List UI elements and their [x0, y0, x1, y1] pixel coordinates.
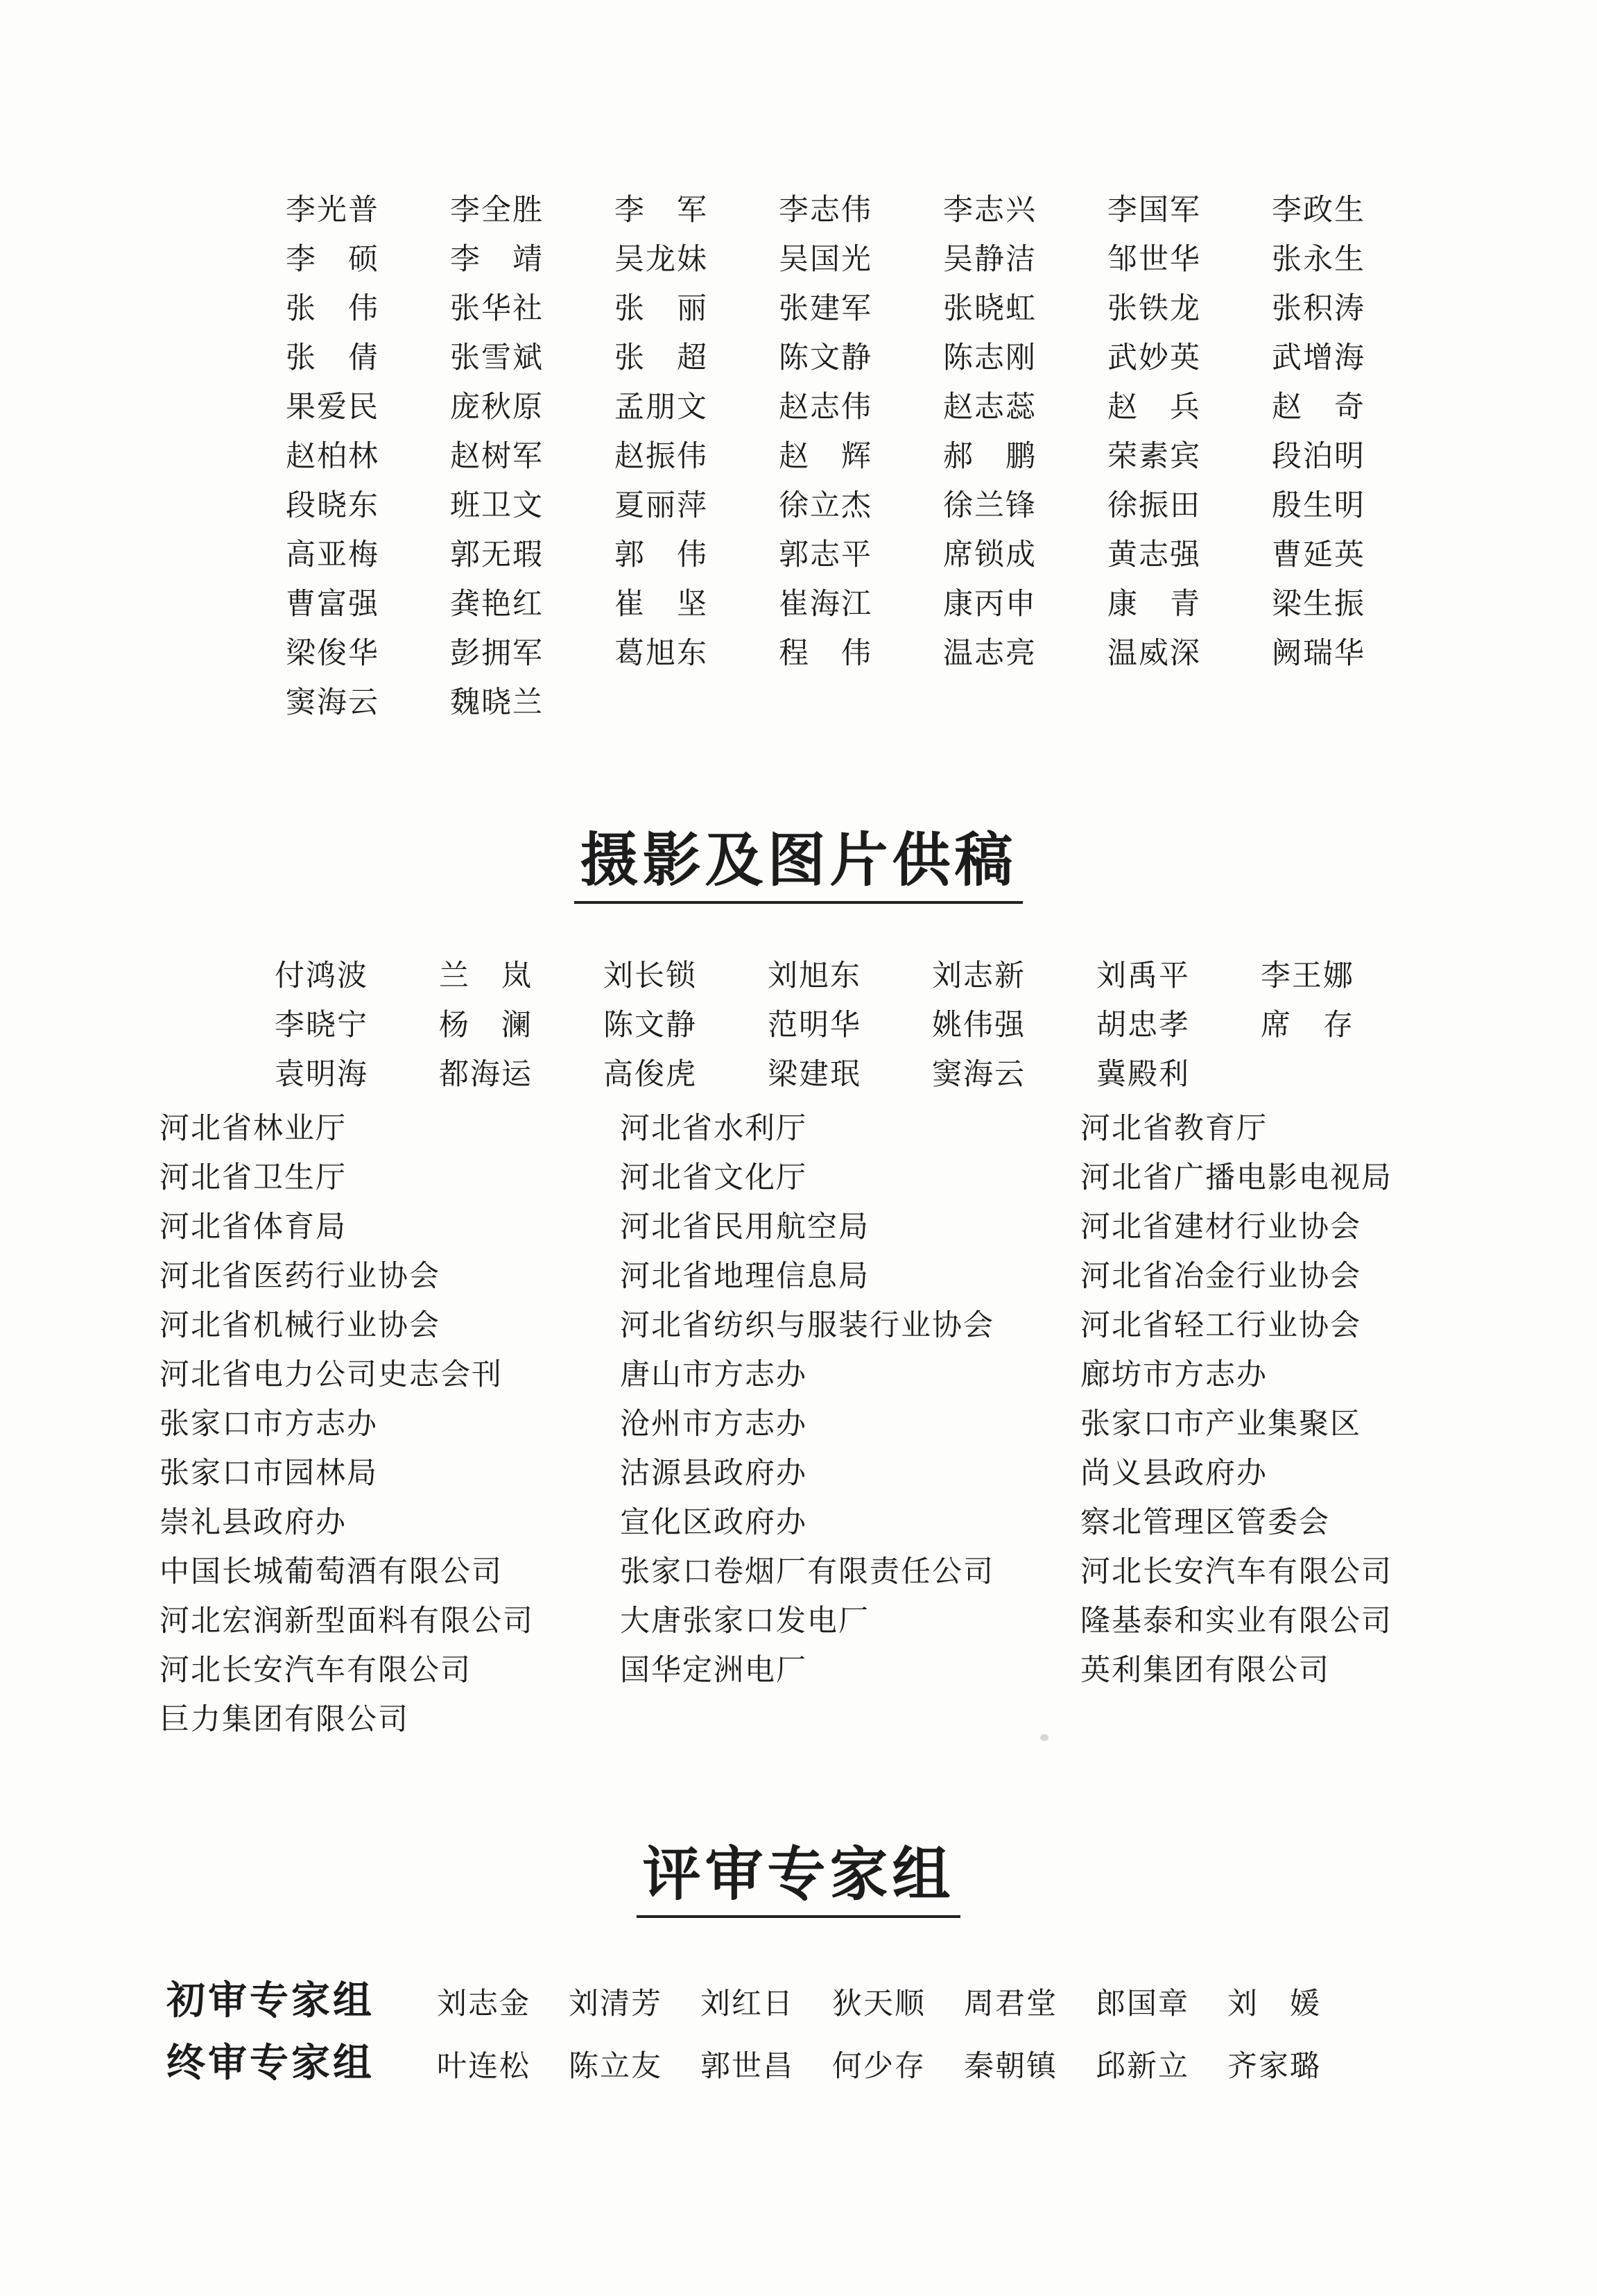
photo-contributor-name: 高俊虎	[603, 1057, 697, 1092]
contributor-name: 武妙英	[1107, 341, 1201, 375]
organization-name: 河北长安汽车有限公司	[1080, 1554, 1392, 1589]
contributor-name: 吴静洁	[943, 242, 1037, 277]
contributor-name: 崔海江	[779, 587, 872, 622]
contributor-name: 班卫文	[450, 488, 544, 523]
contributor-name: 段泊明	[1272, 439, 1365, 474]
organization-name: 河北省水利厅	[620, 1111, 807, 1146]
contributor-name: 吴龙妹	[614, 242, 708, 277]
contributor-name: 段晓东	[286, 488, 379, 523]
contributor-name: 张积涛	[1272, 291, 1365, 326]
photo-section-title	[0, 822, 1597, 904]
contributor-name: 果爱民	[286, 390, 379, 425]
contributor-name: 窦海云	[286, 685, 379, 720]
contributor-name: 李光普	[286, 193, 379, 228]
review-section-title	[0, 1836, 1597, 1918]
photo-contributor-name: 窦海云	[932, 1057, 1026, 1092]
contributor-name: 李 硕	[286, 242, 379, 277]
contributor-name: 温志亮	[943, 636, 1037, 671]
contributor-name: 崔 坚	[614, 587, 708, 622]
contributor-name: 曹延英	[1272, 538, 1365, 572]
contributor-name: 徐兰锋	[943, 488, 1037, 523]
contributor-name: 张 倩	[286, 341, 379, 375]
contributor-name: 张 丽	[614, 291, 708, 326]
expert-name: 周君堂	[964, 1987, 1058, 2021]
expert-name: 郎国章	[1096, 1987, 1189, 2021]
organization-name: 河北省民用航空局	[620, 1210, 870, 1244]
expert-name: 刘清芳	[569, 1987, 662, 2021]
organization-name: 大唐张家口发电厂	[620, 1604, 870, 1638]
photo-contributor-name: 胡忠孝	[1096, 1008, 1190, 1043]
contributor-name: 郝 鹏	[943, 439, 1037, 474]
contributor-name: 李国军	[1107, 193, 1201, 228]
contributor-name: 张华社	[450, 291, 544, 326]
contributor-name: 梁俊华	[286, 636, 379, 671]
organization-name: 河北省电力公司史志会刊	[159, 1357, 503, 1392]
organization-name: 廊坊市方志办	[1080, 1357, 1268, 1392]
organization-name: 河北宏润新型面料有限公司	[159, 1604, 534, 1638]
contributor-name: 张建军	[779, 291, 872, 326]
contributor-name: 黄志强	[1107, 538, 1201, 572]
organization-grid	[159, 1104, 1524, 1745]
expert-name: 秦朝镇	[964, 2049, 1058, 2084]
photo-contributor-name: 梁建珉	[768, 1057, 861, 1092]
contributor-name: 李全胜	[450, 193, 544, 228]
expert-name: 齐家璐	[1227, 2049, 1321, 2084]
contributor-name: 赵树军	[450, 439, 544, 474]
contributor-name: 赵志蕊	[943, 390, 1037, 425]
contributor-name: 赵 兵	[1107, 390, 1201, 425]
contributor-name: 郭志平	[779, 538, 872, 572]
contributor-name: 陈志刚	[943, 341, 1037, 375]
organization-name: 沧州市方志办	[620, 1407, 807, 1441]
photo-contributor-name: 范明华	[768, 1008, 861, 1043]
contributor-name: 曹富强	[286, 587, 379, 622]
contributor-name: 高亚梅	[286, 538, 379, 572]
contributor-name: 郭无瑕	[450, 538, 544, 572]
organization-name: 巨力集团有限公司	[159, 1702, 409, 1737]
contributor-name: 张雪斌	[450, 341, 544, 375]
photo-contributor-name: 兰 岚	[439, 959, 533, 993]
contributor-name: 席锁成	[943, 538, 1037, 572]
organization-name: 河北省地理信息局	[620, 1259, 870, 1294]
contributor-name: 荣素宾	[1107, 439, 1201, 474]
photo-contributor-name: 付鸿波	[275, 959, 368, 993]
photo-contributor-grid	[275, 952, 1425, 1099]
contributor-name: 殷生明	[1272, 488, 1365, 523]
organization-name: 河北省冶金行业协会	[1080, 1259, 1361, 1294]
organization-name: 唐山市方志办	[620, 1357, 807, 1392]
organization-name: 宣化区政府办	[620, 1505, 807, 1540]
organization-name: 河北省纺织与服装行业协会	[620, 1308, 994, 1343]
contributor-name: 魏晓兰	[450, 685, 544, 720]
photo-contributor-name: 李王娜	[1261, 959, 1354, 993]
organization-name: 张家口卷烟厂有限责任公司	[620, 1554, 994, 1589]
organization-name: 隆基泰和实业有限公司	[1080, 1604, 1392, 1638]
review-section-title-text: 评审专家组	[637, 1836, 960, 1918]
contributor-name: 龚艳红	[450, 587, 544, 622]
contributor-name: 李志兴	[943, 193, 1037, 228]
expert-name: 陈立友	[569, 2049, 662, 2084]
photo-contributor-name: 李晓宁	[275, 1008, 368, 1043]
contributor-name: 彭拥军	[450, 636, 544, 671]
organization-name: 崇礼县政府办	[159, 1505, 347, 1540]
photo-contributor-name: 杨 澜	[439, 1008, 533, 1043]
organization-name: 沽源县政府办	[620, 1456, 807, 1491]
contributor-name: 赵 奇	[1272, 390, 1365, 425]
paper-speck	[1040, 1734, 1048, 1741]
contributor-name: 梁生振	[1272, 587, 1365, 622]
preliminary-review-group	[166, 1970, 1359, 2025]
contributor-name: 李志伟	[779, 193, 872, 228]
organization-name: 尚义县政府办	[1080, 1456, 1268, 1491]
organization-name: 河北省轻工行业协会	[1080, 1308, 1361, 1343]
organization-name: 河北省林业厅	[159, 1111, 347, 1146]
organization-name: 中国长城葡萄酒有限公司	[159, 1554, 503, 1589]
contributor-name: 温威深	[1107, 636, 1201, 671]
contributor-name: 孟朋文	[614, 390, 708, 425]
expert-name: 刘 媛	[1227, 1987, 1321, 2021]
photo-contributor-name: 陈文静	[603, 1008, 697, 1043]
photo-contributor-name: 都海运	[439, 1057, 533, 1092]
contributor-name: 李 靖	[450, 242, 544, 277]
contributor-name: 郭 伟	[614, 538, 708, 572]
expert-name: 狄天顺	[832, 1987, 926, 2021]
contributor-name: 张铁龙	[1107, 291, 1201, 326]
photo-section-title-text: 摄影及图片供稿	[574, 822, 1022, 904]
contributor-name: 赵振伟	[614, 439, 708, 474]
contributor-name: 陈文静	[779, 341, 872, 375]
contributor-name: 武增海	[1272, 341, 1365, 375]
organization-name: 河北省机械行业协会	[159, 1308, 440, 1343]
organization-name: 河北省建材行业协会	[1080, 1210, 1361, 1244]
contributor-name: 夏丽萍	[614, 488, 708, 523]
expert-name: 刘红日	[700, 1987, 794, 2021]
contributor-name: 庞秋原	[450, 390, 544, 425]
group-members	[437, 2043, 1359, 2085]
organization-name: 张家口市方志办	[159, 1407, 378, 1441]
contributor-name: 张永生	[1272, 242, 1365, 277]
organization-name: 河北长安汽车有限公司	[159, 1653, 472, 1688]
contributor-name: 吴国光	[779, 242, 872, 277]
contributor-name: 康 青	[1107, 587, 1201, 622]
contributor-name: 张 伟	[286, 291, 379, 326]
organization-name: 河北省卫生厅	[159, 1160, 347, 1195]
organization-name: 河北省教育厅	[1080, 1111, 1268, 1146]
photo-contributor-name: 刘志新	[932, 959, 1026, 993]
contributor-name: 赵柏林	[286, 439, 379, 474]
expert-name: 邱新立	[1096, 2049, 1189, 2084]
expert-name: 郭世昌	[700, 2049, 794, 2084]
photo-contributor-name: 袁明海	[275, 1057, 368, 1092]
contributor-name: 李 军	[614, 193, 708, 228]
organization-name: 英利集团有限公司	[1080, 1653, 1330, 1688]
photo-contributor-name: 刘旭东	[768, 959, 861, 993]
contributor-name: 张 超	[614, 341, 708, 375]
photo-contributor-name: 姚伟强	[932, 1008, 1026, 1043]
photo-contributor-name: 冀殿利	[1096, 1057, 1190, 1092]
contributor-name: 张晓虹	[943, 291, 1037, 326]
organization-name: 察北管理区管委会	[1080, 1505, 1330, 1540]
organization-name: 张家口市园林局	[159, 1456, 378, 1491]
expert-name: 何少存	[832, 2049, 926, 2084]
organization-name: 张家口市产业集聚区	[1080, 1407, 1361, 1441]
contributor-name: 阙瑞华	[1272, 636, 1365, 671]
contributor-name: 康丙申	[943, 587, 1037, 622]
contributor-name: 李政生	[1272, 193, 1365, 228]
contributor-name: 程 伟	[779, 636, 872, 671]
expert-name: 刘志金	[437, 1987, 530, 2021]
organization-name: 国华定洲电厂	[620, 1653, 807, 1688]
organization-name: 河北省文化厅	[620, 1160, 807, 1195]
contributor-name-grid	[286, 186, 1436, 728]
contributor-name: 徐振田	[1107, 488, 1201, 523]
contributor-name: 葛旭东	[614, 636, 708, 671]
expert-name: 叶连松	[437, 2049, 530, 2084]
organization-name: 河北省医药行业协会	[159, 1259, 440, 1294]
contributor-name: 徐立杰	[779, 488, 872, 523]
contributor-name: 邹世华	[1107, 242, 1201, 277]
photo-contributor-name: 刘禹平	[1096, 959, 1190, 993]
contributor-name: 赵志伟	[779, 390, 872, 425]
group-members	[437, 1980, 1359, 2023]
photo-contributor-name: 席 存	[1261, 1008, 1354, 1043]
photo-contributor-name: 刘长锁	[603, 959, 697, 993]
final-review-group	[166, 2032, 1359, 2088]
contributor-name: 赵 辉	[779, 439, 872, 474]
group-label: 终审专家组	[166, 2041, 374, 2086]
organization-name: 河北省广播电影电视局	[1080, 1160, 1392, 1195]
organization-name: 河北省体育局	[159, 1210, 347, 1244]
group-label: 初审专家组	[166, 1978, 374, 2023]
